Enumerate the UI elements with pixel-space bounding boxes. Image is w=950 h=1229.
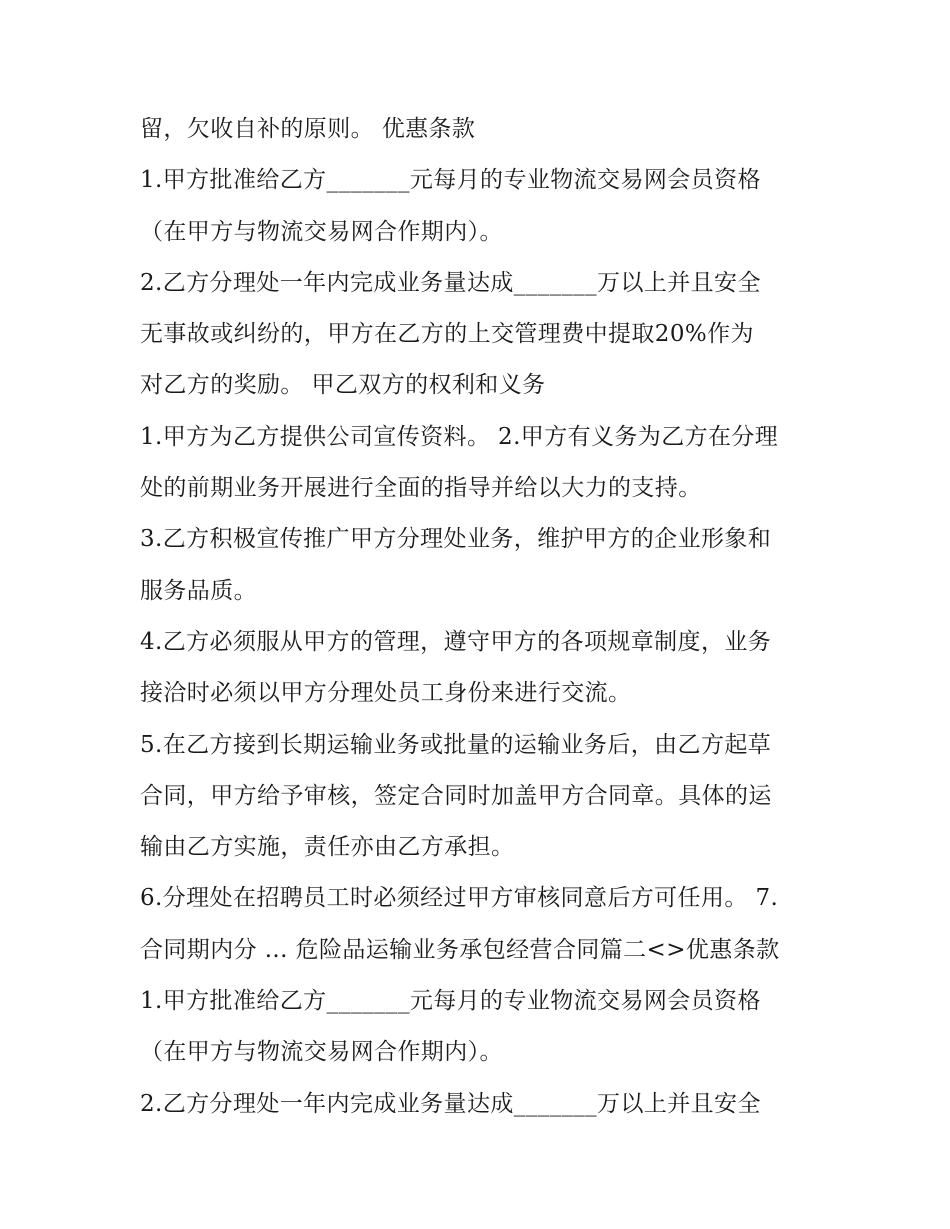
text-line-1: 留，欠收自补的原则。 优惠条款 (140, 116, 476, 142)
text-line-16: 6.分理处在招聘员工时必须经过甲方审核同意后方可任用。 7. (140, 885, 779, 912)
text-line-9: 3.乙方积极宣传推广甲方分理处业务，维护甲方的企业形象和 (140, 526, 772, 553)
text-line-7: 1.甲方为乙方提供公司宣传资料。 2.甲方有义务为乙方在分理 (140, 423, 779, 450)
text-line-3: （在甲方与物流交易网合作期内）。 (140, 218, 503, 245)
document-body (140, 104, 840, 1130)
text-line-10: 服务品质。 (140, 577, 257, 604)
text-line-13: 5.在乙方接到长期运输业务或批量的运输业务后，由乙方起草 (140, 731, 772, 758)
text-line-8: 处的前期业务开展进行全面的指导并给以大力的支持。 (140, 475, 702, 502)
text-line-5: 无事故或纠纷的，甲方在乙方的上交管理费中提取20%作为 (140, 321, 754, 348)
text-line-2: 1.甲方批准给乙方_______元每月的专业物流交易网会员资格 (140, 167, 761, 194)
text-line-20: 2.乙方分理处一年内完成业务量达成_______万以上并且安全 (140, 1090, 761, 1117)
text-line-19: （在甲方与物流交易网合作期内）。 (140, 1039, 503, 1066)
text-line-11: 4.乙方必须服从甲方的管理，遵守甲方的各项规章制度，业务 (140, 628, 772, 655)
text-line-12: 接洽时必须以甲方分理处员工身份来进行交流。 (140, 680, 632, 707)
text-line-17: 合同期内分 ... 危险品运输业务承包经营合同篇二<>优惠条款 (140, 936, 780, 963)
text-line-18: 1.甲方批准给乙方_______元每月的专业物流交易网会员资格 (140, 988, 761, 1015)
text-line-4: 2.乙方分理处一年内完成业务量达成_______万以上并且安全 (140, 269, 761, 296)
text-line-6: 对乙方的奖励。 甲乙双方的权利和义务 (140, 372, 546, 399)
text-line-15: 输由乙方实施，责任亦由乙方承担。 (140, 834, 515, 861)
text-line-14: 合同，甲方给予审核，签定合同时加盖甲方合同章。具体的运 (140, 782, 772, 809)
